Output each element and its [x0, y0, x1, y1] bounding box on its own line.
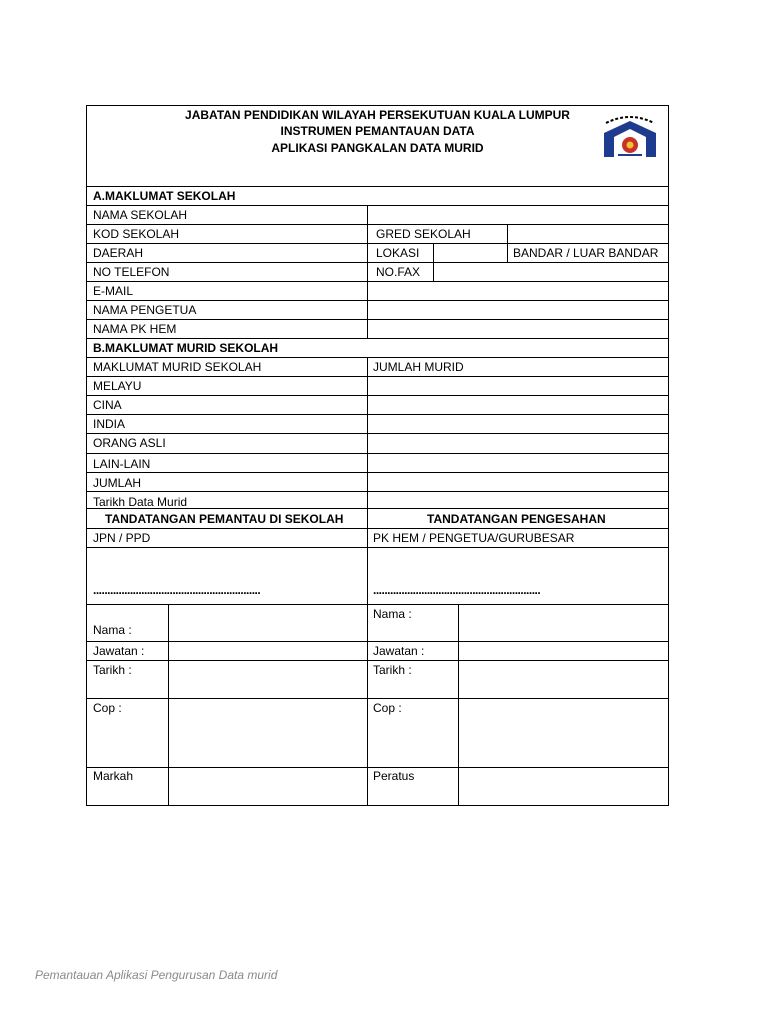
right-signature-line: ...........................................................	[373, 583, 541, 597]
right-nama-label: Nama :	[373, 607, 412, 621]
left-tarikh-label: Tarikh :	[93, 663, 132, 677]
jumlah-value-cell[interactable]	[367, 472, 669, 492]
header-line-2: INSTRUMEN PEMANTAUAN DATA	[280, 124, 475, 138]
right-tarikh-value-cell[interactable]	[458, 660, 669, 699]
nama-pk-hem-value-cell[interactable]	[367, 319, 669, 339]
tarikh-data-label: Tarikh Data Murid	[93, 495, 188, 509]
sign-left-title: TANDATANGAN PEMANTAU DI SEKOLAH	[105, 512, 344, 526]
left-cop-value-cell[interactable]	[168, 698, 368, 768]
monitoring-form	[86, 105, 669, 806]
nama-sekolah-label: NAMA SEKOLAH	[93, 208, 188, 222]
jumlah-murid-label: JUMLAH MURID	[373, 360, 464, 374]
maklumat-murid-label: MAKLUMAT MURID SEKOLAH	[93, 360, 262, 374]
no-fax-value-cell[interactable]	[433, 262, 669, 282]
nama-pk-hem-label: NAMA PK HEM	[93, 322, 177, 336]
tarikh-data-value-cell[interactable]	[367, 491, 669, 509]
gred-sekolah-value-cell[interactable]	[507, 224, 669, 244]
markah-value-cell[interactable]	[168, 767, 368, 806]
header-line-3: APLIKASI PANGKALAN DATA MURID	[271, 141, 484, 155]
daerah-label: DAERAH	[93, 246, 144, 260]
kod-sekolah-label: KOD SEKOLAH	[93, 227, 180, 241]
lain-lain-label: LAIN-LAIN	[93, 457, 151, 471]
cina-label: CINA	[93, 398, 122, 412]
markah-label: Markah	[93, 769, 134, 783]
melayu-value-cell[interactable]	[367, 376, 669, 396]
left-tarikh-value-cell[interactable]	[168, 660, 368, 699]
left-nama-label: Nama :	[93, 623, 132, 637]
section-a-title: A.MAKLUMAT SEKOLAH	[93, 189, 236, 203]
peratus-value-cell[interactable]	[458, 767, 669, 806]
email-value-cell[interactable]	[367, 281, 669, 301]
lokasi-label: LOKASI	[376, 246, 420, 260]
left-cop-label: Cop :	[93, 701, 122, 715]
right-role-label: PK HEM / PENGETUA/GURUBESAR	[373, 531, 575, 545]
peratus-label: Peratus	[373, 769, 415, 783]
left-signature-line: ...........................................................	[93, 583, 261, 597]
orang-asli-value-cell[interactable]	[367, 433, 669, 454]
right-tarikh-label: Tarikh :	[373, 663, 412, 677]
cina-label-cell	[86, 395, 368, 415]
cina-value-cell[interactable]	[367, 395, 669, 415]
left-role-label: JPN / PPD	[93, 531, 151, 545]
bandar-label: BANDAR / LUAR BANDAR	[513, 246, 659, 260]
nama-pengetua-value-cell[interactable]	[367, 300, 669, 320]
right-nama-value-cell[interactable]	[458, 604, 669, 642]
gred-sekolah-label: GRED SEKOLAH	[376, 227, 471, 241]
right-jawatan-label: Jawatan :	[373, 644, 425, 658]
email-label: E-MAIL	[93, 284, 134, 298]
sign-right-title: TANDATANGAN PENGESAHAN	[427, 512, 606, 526]
jpn-crest-logo	[600, 109, 660, 159]
nama-sekolah-value-cell[interactable]	[367, 205, 669, 225]
section-b-title: B.MAKLUMAT MURID SEKOLAH	[93, 341, 279, 355]
orang-asli-label: ORANG ASLI	[93, 436, 166, 450]
india-value-cell[interactable]	[367, 414, 669, 434]
lain-lain-value-cell[interactable]	[367, 453, 669, 473]
no-telefon-label: NO TELEFON	[93, 265, 170, 279]
lokasi-value-cell[interactable]	[433, 243, 508, 263]
left-nama-value-cell[interactable]	[168, 604, 368, 642]
melayu-label: MELAYU	[93, 379, 142, 393]
left-jawatan-label: Jawatan :	[93, 644, 145, 658]
right-jawatan-value-cell[interactable]	[458, 641, 669, 661]
nama-pengetua-label: NAMA PENGETUA	[93, 303, 197, 317]
header-line-1: JABATAN PENDIDIKAN WILAYAH PERSEKUTUAN KUALA LUMPUR	[185, 108, 570, 122]
no-fax-label: NO.FAX	[376, 265, 421, 279]
right-cop-label: Cop :	[373, 701, 402, 715]
left-jawatan-value-cell[interactable]	[168, 641, 368, 661]
right-cop-value-cell[interactable]	[458, 698, 669, 768]
india-label-cell	[86, 414, 368, 434]
india-label: INDIA	[93, 417, 126, 431]
jumlah-label: JUMLAH	[93, 476, 142, 490]
document-caption: Pemantauan Aplikasi Pengurusan Data murid	[35, 968, 278, 982]
